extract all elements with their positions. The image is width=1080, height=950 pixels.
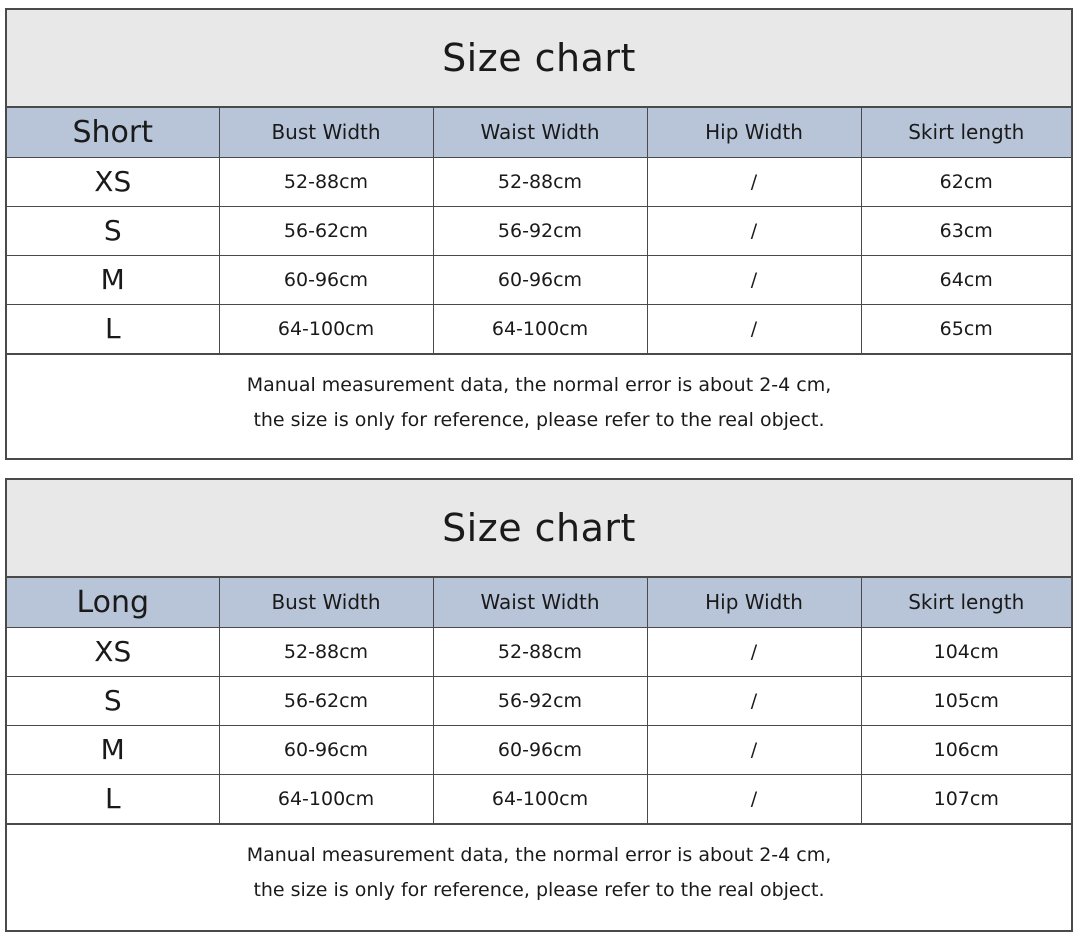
bust-cell: 52-88cm bbox=[219, 157, 433, 206]
bust-cell: 56-62cm bbox=[219, 676, 433, 725]
column-header-waist: Waist Width bbox=[433, 108, 647, 157]
column-header-bust: Bust Width bbox=[219, 578, 433, 627]
table-row bbox=[7, 157, 1071, 206]
bust-cell: 60-96cm bbox=[219, 255, 433, 304]
column-header-skirt: Skirt length bbox=[861, 578, 1071, 627]
variant-label: Short bbox=[7, 108, 219, 157]
header-row bbox=[7, 108, 1071, 157]
chart-title: Size chart bbox=[7, 480, 1071, 578]
waist-cell: 52-88cm bbox=[433, 157, 647, 206]
hip-cell: / bbox=[647, 627, 861, 676]
chart-title: Size chart bbox=[7, 10, 1071, 108]
hip-cell: / bbox=[647, 206, 861, 255]
table-row bbox=[7, 627, 1071, 676]
skirt-cell: 65cm bbox=[861, 304, 1071, 353]
size-cell: XS bbox=[7, 157, 219, 206]
size-table bbox=[7, 578, 1071, 824]
table-row bbox=[7, 725, 1071, 774]
size-chart-long bbox=[5, 478, 1073, 932]
note-line-2: the size is only for reference, please refer to the real object. bbox=[253, 879, 825, 901]
size-cell: L bbox=[7, 304, 219, 353]
note-line-2: the size is only for reference, please refer to the real object. bbox=[253, 409, 825, 431]
waist-cell: 64-100cm bbox=[433, 774, 647, 823]
size-cell: M bbox=[7, 255, 219, 304]
skirt-cell: 63cm bbox=[861, 206, 1071, 255]
column-header-hip: Hip Width bbox=[647, 108, 861, 157]
bust-cell: 60-96cm bbox=[219, 725, 433, 774]
table-row bbox=[7, 206, 1071, 255]
table-row bbox=[7, 774, 1071, 823]
size-cell: XS bbox=[7, 627, 219, 676]
note-line-1: Manual measurement data, the normal error is about 2-4 cm, bbox=[246, 374, 832, 396]
header-row bbox=[7, 578, 1071, 627]
table-row bbox=[7, 676, 1071, 725]
hip-cell: / bbox=[647, 725, 861, 774]
skirt-cell: 104cm bbox=[861, 627, 1071, 676]
waist-cell: 56-92cm bbox=[433, 676, 647, 725]
skirt-cell: 105cm bbox=[861, 676, 1071, 725]
size-cell: S bbox=[7, 676, 219, 725]
waist-cell: 64-100cm bbox=[433, 304, 647, 353]
size-cell: L bbox=[7, 774, 219, 823]
bust-cell: 56-62cm bbox=[219, 206, 433, 255]
size-chart-short bbox=[5, 8, 1073, 460]
bust-cell: 52-88cm bbox=[219, 627, 433, 676]
size-cell: M bbox=[7, 725, 219, 774]
size-table bbox=[7, 108, 1071, 354]
skirt-cell: 64cm bbox=[861, 255, 1071, 304]
note-line-1: Manual measurement data, the normal error is about 2-4 cm, bbox=[246, 844, 832, 866]
measurement-note bbox=[7, 354, 1071, 452]
variant-label: Long bbox=[7, 578, 219, 627]
column-header-bust: Bust Width bbox=[219, 108, 433, 157]
waist-cell: 52-88cm bbox=[433, 627, 647, 676]
waist-cell: 60-96cm bbox=[433, 255, 647, 304]
hip-cell: / bbox=[647, 676, 861, 725]
bust-cell: 64-100cm bbox=[219, 304, 433, 353]
column-header-hip: Hip Width bbox=[647, 578, 861, 627]
table-row bbox=[7, 255, 1071, 304]
hip-cell: / bbox=[647, 774, 861, 823]
hip-cell: / bbox=[647, 157, 861, 206]
column-header-skirt: Skirt length bbox=[861, 108, 1071, 157]
waist-cell: 60-96cm bbox=[433, 725, 647, 774]
skirt-cell: 106cm bbox=[861, 725, 1071, 774]
hip-cell: / bbox=[647, 304, 861, 353]
size-cell: S bbox=[7, 206, 219, 255]
table-row bbox=[7, 304, 1071, 353]
hip-cell: / bbox=[647, 255, 861, 304]
column-header-waist: Waist Width bbox=[433, 578, 647, 627]
bust-cell: 64-100cm bbox=[219, 774, 433, 823]
waist-cell: 56-92cm bbox=[433, 206, 647, 255]
measurement-note bbox=[7, 824, 1071, 922]
skirt-cell: 62cm bbox=[861, 157, 1071, 206]
skirt-cell: 107cm bbox=[861, 774, 1071, 823]
